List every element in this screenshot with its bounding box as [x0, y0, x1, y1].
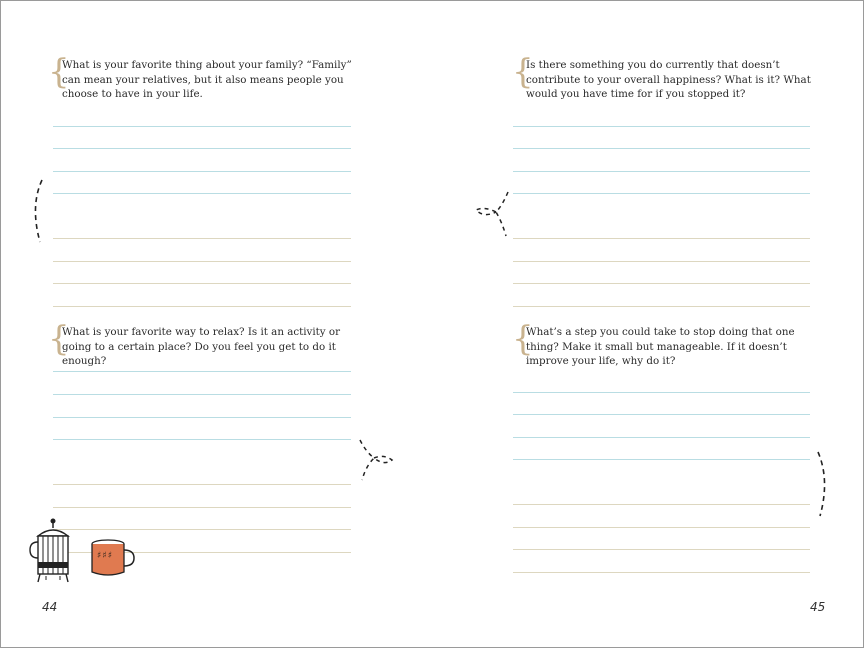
dashed-arc-icon [812, 450, 836, 520]
brace-icon: { [512, 319, 534, 359]
page-number: 44 [42, 600, 58, 614]
prompt-step [512, 319, 816, 369]
prompt-text: What is your favorite thing about your family? “Family” can mean your relatives, but it also means people you choose to have in your life. [62, 59, 352, 100]
brace-icon: { [48, 319, 70, 359]
brace-icon: { [48, 52, 70, 92]
page-number: 45 [810, 600, 826, 614]
dashed-arrow-icon [472, 190, 512, 240]
dashed-arrow-icon [356, 436, 398, 484]
prompt-text: What is your favorite way to relax? Is it an activity or going to a certain place? Do you feel you get to do it enough? [62, 326, 341, 367]
mug-label: ♯♯♯ [97, 551, 114, 561]
page-right [432, 0, 864, 648]
prompt-relax [48, 319, 352, 369]
dashed-arc-icon [28, 176, 52, 248]
prompt-text: What’s a step you could take to stop doing that one thing? Make it small but manageable. If it doesn’t improve your life, why do it? [526, 326, 795, 367]
prompt-text: Is there something you do currently that doesn’t contribute to your overall happiness? What is it? What would you have time for if you stopped it? [526, 59, 811, 100]
french-press-icon [28, 518, 80, 586]
brace-icon: { [512, 52, 534, 92]
prompt-happiness [512, 52, 816, 102]
prompt-family [48, 52, 352, 102]
